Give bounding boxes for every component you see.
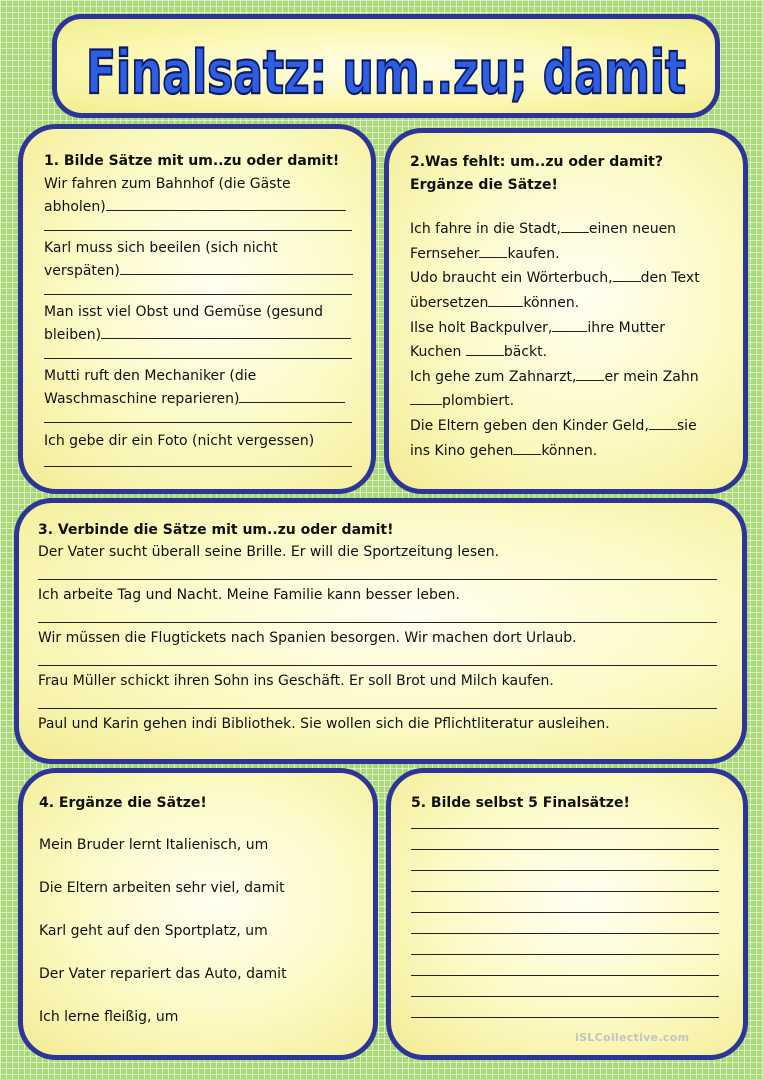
answer-line[interactable] (44, 422, 352, 423)
exercise-2-line: Ich fahre in die Stadt, einen neuen (410, 218, 676, 239)
exercise-2-line: übersetzen können. (410, 292, 579, 313)
exercise-1-item-4-text-2: Waschmaschine reparieren) (44, 388, 345, 409)
exercise-4-item: Karl geht auf den Sportplatz, um (39, 923, 268, 939)
answer-line[interactable] (411, 870, 719, 871)
section-5-heading: 5. Bilde selbst 5 Finalsätze! (411, 795, 630, 811)
exercise-2-line: Ich gehe zum Zahnarzt, er mein Zahn (410, 366, 699, 387)
section-2-panel (384, 128, 748, 494)
exercise-4-item: Mein Bruder lernt Italienisch, um (39, 837, 269, 853)
exercise-2-line: Die Eltern geben den Kinder Geld, sie (410, 415, 697, 436)
answer-line[interactable] (44, 466, 352, 467)
exercise-2-line: Udo braucht ein Wörterbuch, den Text (410, 267, 700, 288)
answer-line[interactable] (44, 230, 352, 231)
exercise-3-item: Ich arbeite Tag und Nacht. Meine Familie kann besser leben. (38, 587, 460, 603)
answer-line[interactable] (44, 358, 352, 359)
title-banner (52, 14, 720, 118)
exercise-2-line: plombiert. (410, 390, 514, 411)
watermark: iSLCollective.com (575, 1031, 690, 1044)
section-4-heading: 4. Ergänze die Sätze! (39, 795, 207, 811)
exercise-1-item-1-text: Wir fahren zum Bahnhof (die Gäste (44, 176, 291, 192)
gap-blank[interactable] (561, 218, 589, 233)
section-1-heading: 1. Bilde Sätze mit um..zu oder damit! (44, 153, 340, 169)
exercise-2-line: Kuchen bäckt. (410, 341, 547, 362)
answer-line[interactable] (38, 622, 717, 623)
exercise-3-item: Der Vater sucht überall seine Brille. Er will die Sportzeitung lesen. (38, 544, 500, 560)
answer-line[interactable] (44, 294, 352, 295)
exercise-2-line: Ilse holt Backpulver, ihre Mutter (410, 317, 665, 338)
title-graphic (57, 19, 715, 113)
answer-blank[interactable] (106, 196, 346, 211)
gap-blank[interactable] (466, 341, 504, 356)
answer-line[interactable] (38, 579, 717, 580)
section-4-panel (18, 768, 378, 1060)
gap-blank[interactable] (552, 317, 587, 332)
section-1-panel (18, 124, 376, 494)
gap-blank[interactable] (513, 440, 541, 455)
exercise-2-line: Fernseher kaufen. (410, 243, 560, 264)
section-3-panel (14, 498, 747, 764)
gap-blank[interactable] (613, 267, 641, 282)
exercise-1-item-5-text: Ich gebe dir ein Foto (nicht vergessen) (44, 433, 315, 449)
exercise-1-item-2-text: Karl muss sich beeilen (sich nicht (44, 240, 278, 256)
answer-line[interactable] (411, 891, 719, 892)
answer-line[interactable] (411, 975, 719, 976)
exercise-1-item-3-text-2: bleiben) (44, 324, 351, 345)
answer-line[interactable] (411, 996, 719, 997)
exercise-4-item: Ich lerne fleißig, um (39, 1009, 179, 1025)
gap-blank[interactable] (479, 243, 507, 258)
answer-line[interactable] (38, 665, 717, 666)
exercise-3-item: Paul und Karin gehen indi Bibliothek. Sie wollen sich die Pflichtliteratur ausleihen. (38, 716, 610, 732)
gap-blank[interactable] (410, 390, 442, 405)
exercise-1-item-2-text-2: verspäten) (44, 260, 353, 281)
exercise-4-item: Die Eltern arbeiten sehr viel, damit (39, 880, 285, 896)
exercise-3-item: Wir müssen die Flugtickets nach Spanien besorgen. Wir machen dort Urlaub. (38, 630, 577, 646)
page-title: Finalsatz: um..zu; damit (86, 38, 686, 108)
answer-blank[interactable] (239, 388, 345, 403)
section-2-subheading: Ergänze die Sätze! (410, 177, 558, 193)
section-2-heading: 2.Was fehlt: um..zu oder damit? (410, 154, 663, 170)
answer-blank[interactable] (101, 324, 351, 339)
answer-line[interactable] (411, 1017, 719, 1018)
gap-blank[interactable] (576, 366, 604, 381)
gap-blank[interactable] (649, 415, 677, 430)
section-5-panel (386, 768, 748, 1060)
exercise-1-item-1-text-2: abholen) (44, 196, 346, 217)
answer-blank[interactable] (120, 260, 353, 275)
answer-line[interactable] (38, 708, 717, 709)
exercise-3-item: Frau Müller schickt ihren Sohn ins Geschäft. Er soll Brot und Milch kaufen. (38, 673, 554, 689)
answer-line[interactable] (411, 912, 719, 913)
answer-line[interactable] (411, 933, 719, 934)
answer-line[interactable] (411, 954, 719, 955)
gap-blank[interactable] (488, 292, 523, 307)
exercise-1-item-3-text: Man isst viel Obst und Gemüse (gesund (44, 304, 323, 320)
answer-line[interactable] (411, 828, 719, 829)
answer-line[interactable] (411, 849, 719, 850)
section-3-heading: 3. Verbinde die Sätze mit um..zu oder damit! (38, 522, 394, 538)
exercise-4-item: Der Vater repariert das Auto, damit (39, 966, 287, 982)
exercise-2-line: ins Kino gehen können. (410, 440, 597, 461)
exercise-1-item-4-text: Mutti ruft den Mechaniker (die (44, 368, 257, 384)
